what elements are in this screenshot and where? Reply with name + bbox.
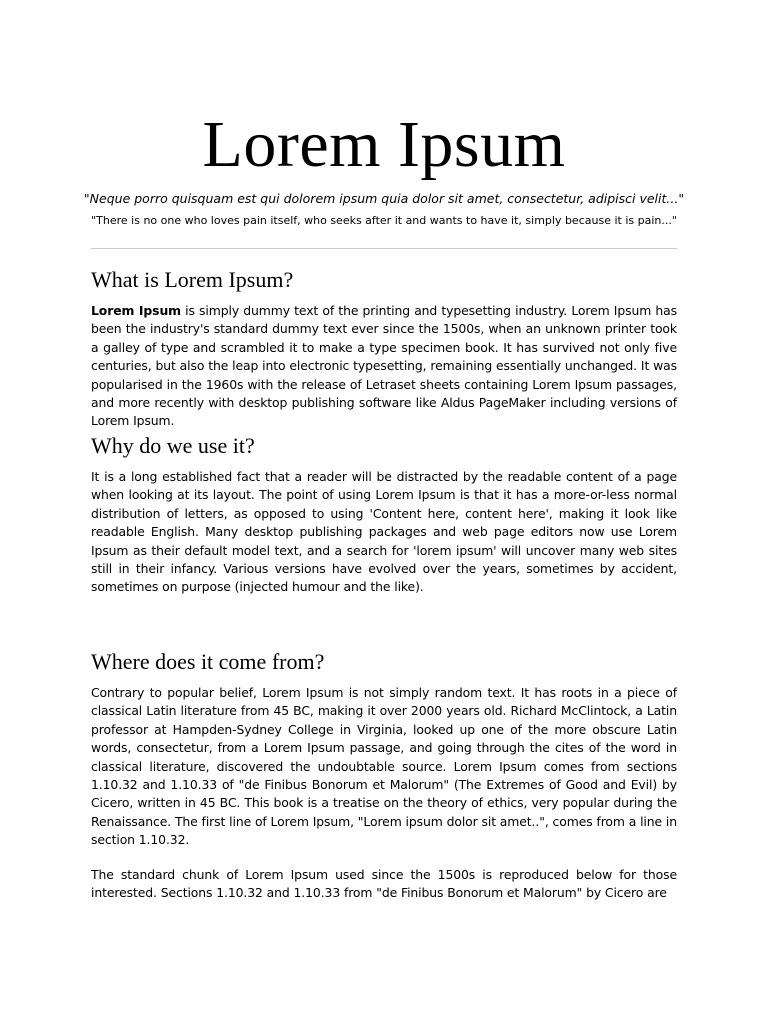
section-heading-what-is: What is Lorem Ipsum? (91, 267, 294, 292)
section-paragraph-standard-chunk: The standard chunk of Lorem Ipsum used since the 1500s is reproduced below for those interested. Sections 1.10.32 and 1.10.33 from "de Finibus Bonorum et Malorum" by Cicero are (91, 867, 677, 901)
page-title: Lorem Ipsum (202, 108, 566, 181)
section-paragraph-why-use: It is a long established fact that a reader will be distracted by the readable content of a page when looking at its layout. The point of using Lorem Ipsum is that it has a more-or-less normal distribution of letters, as opposed to using 'Content here, content here', making it look like readable English. Many desktop publishing packages and web page editors now use Lorem Ipsum as their default model text, and a search for 'lorem ipsum' will uncover many web sites still in their infancy. Various versions have evolved over the years, sometimes by accident, sometimes on purpose (injected humour and the like). (91, 469, 677, 595)
english-quote: "There is no one who loves pain itself, who seeks after it and wants to have it, simply because it is pain..." (91, 214, 677, 227)
section-paragraph-where-from: Contrary to popular belief, Lorem Ipsum is not simply random text. It has roots in a piece of classical Latin literature from 45 BC, making it over 2000 years old. Richard McClintock, a Latin professor at Hampden-Sydney College in Virginia, looked up one of the more obscure Latin words, consectetur, from a Lorem Ipsum passage, and going through the cites of the word in classical literature, discovered the undoubtable source. Lorem Ipsum comes from sections 1.10.32 and 1.10.33 of "de Finibus Bonorum et Malorum" (The Extremes of Good and Evil) by Cicero, written in 45 BC. This book is a treatise on the theory of ethics, very popular during the Renaissance. The first line of Lorem Ipsum, "Lorem ipsum dolor sit amet..", comes from a line in section 1.10.32. (91, 685, 677, 848)
section-heading-why-use: Why do we use it? (91, 433, 255, 458)
paragraph-text: is simply dummy text of the printing and typesetting industry. Lorem Ipsum has been the industry's standard dummy text ever since the 1500s, when an unknown printer took a galley of type and scrambled it to make a type specimen book. It has survived not only five centuries, but also the leap into electronic typesetting, remaining essentially unchanged. It was popularised in the 1960s with the release of Letraset sheets containing Lorem Ipsum passages, and more recently with desktop publishing software like Aldus PageMaker including versions of Lorem Ipsum. (91, 303, 677, 429)
latin-quote: "Neque porro quisquam est qui dolorem ipsum quia dolor sit amet, consectetur, adipisci velit..." (83, 191, 685, 206)
bold-lead-term: Lorem Ipsum (91, 303, 181, 318)
horizontal-divider (91, 248, 677, 249)
section-paragraph-what-is (91, 302, 677, 431)
section-heading-where-from: Where does it come from? (91, 649, 325, 674)
